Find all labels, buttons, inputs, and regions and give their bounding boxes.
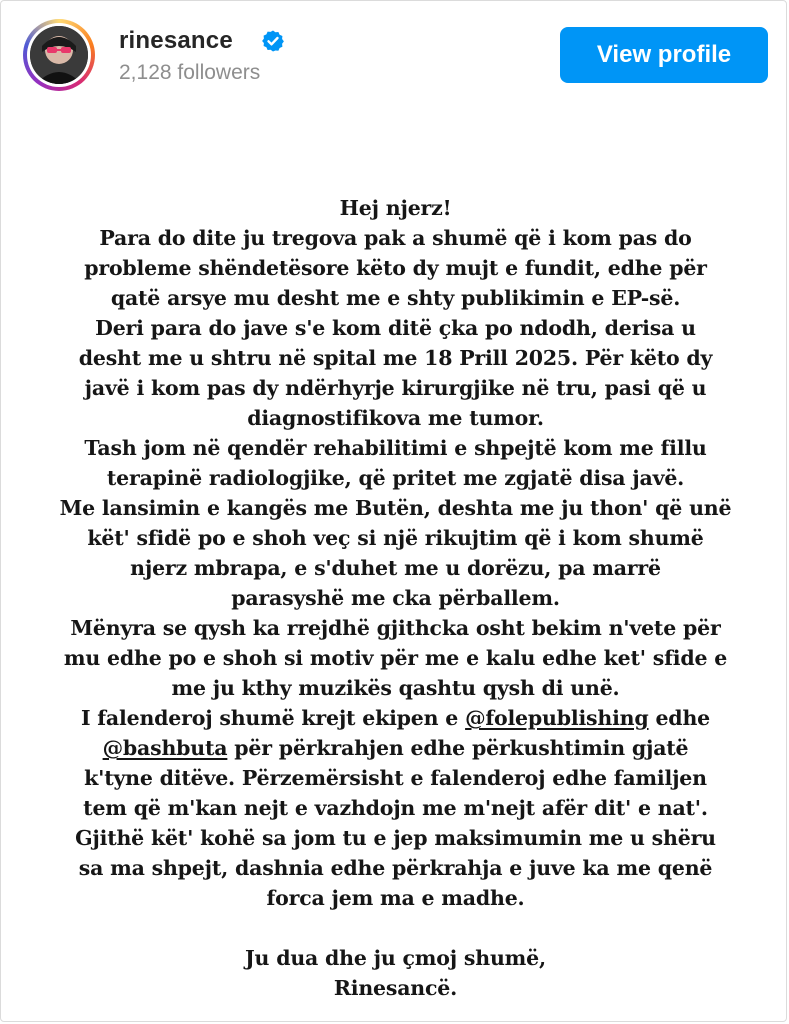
avatar-photo: [30, 26, 88, 84]
profile-header: [23, 19, 768, 91]
follower-count: 2,128 followers: [119, 61, 261, 84]
post-line: sa ma shpejt, dashnia edhe përkrahja e juve ka me qenë: [78, 856, 713, 880]
post-line: Tash jom në qendër rehabilitimi e shpejtë kom me fillu: [84, 436, 707, 460]
avatar-image-icon: [30, 26, 88, 84]
post-line: terapinë radiologjike, që pritet me zgjatë disa javë.: [106, 466, 685, 490]
post-line: forca jem ma e madhe.: [266, 886, 525, 910]
post-line: desht me u shtru në spital me 18 Prill 2025. Për këto dy: [78, 346, 713, 370]
post-line-mention: [1, 733, 789, 763]
mention-folepublishing[interactable]: @folepublishing: [465, 706, 649, 730]
post-line: parasyshë me cka përballem.: [231, 586, 560, 610]
post-line: tem që m'kan nejt e vazhdojn me m'nejt afër dit' e nat'.: [83, 796, 708, 820]
avatar[interactable]: [23, 19, 95, 91]
mention-suffix: edhe: [648, 706, 710, 730]
post-line: k'tyne ditëve. Përzemërsisht e falenderoj edhe familjen: [84, 766, 707, 790]
mention-bashbuta[interactable]: @bashbuta: [102, 736, 228, 760]
post-line-mention: [1, 703, 789, 733]
post-line: mu edhe po e shoh si motiv për me e kalu edhe ket' sfide e: [63, 646, 728, 670]
post-line: qatë arsye mu desht me e shty publikimin e EP-së.: [110, 286, 681, 310]
post-signature: Rinesancë.: [333, 976, 458, 1000]
view-profile-button[interactable]: View profile: [560, 27, 768, 83]
post-text: [1, 193, 789, 1003]
post-line: kët' sfidë po e shoh veç si një rikujtim që i kom shumë: [87, 526, 704, 550]
post-line: javë i kom pas dy ndërhyrje kirurgjike në tru, pasi që u: [84, 376, 707, 400]
post-line: Hej njerz!: [339, 196, 452, 220]
mention-prefix: I falenderoj shumë krejt ekipen e: [80, 706, 466, 730]
paragraph-gap: [1, 913, 789, 943]
profile-username[interactable]: rinesance: [119, 27, 233, 54]
mention-suffix: për përkrahjen edhe përkushtimin gjatë: [227, 736, 689, 760]
post-signoff: Ju dua dhe ju çmoj shumë,: [245, 946, 546, 970]
post-line: diagnostifikova me tumor.: [247, 406, 544, 430]
post-line: njerz mbrapa, e s'duhet me u dorëzu, pa marrë: [130, 556, 661, 580]
verified-badge-icon: [261, 29, 285, 53]
post-line: Mënyra se qysh ka rrejdhë gjithcka osht bekim n'vete për: [70, 616, 721, 640]
post-line: Gjithë kët' kohë sa jom tu e jep maksimumin me u shëru: [75, 826, 716, 850]
post-line: Para do dite ju tregova pak a shumë që i kom pas do: [99, 226, 692, 250]
post-line: Deri para do jave s'e kom ditë çka po ndodh, derisa u: [95, 316, 696, 340]
post-line: Me lansimin e kangës me Butën, deshta me ju thon' që unë: [59, 496, 732, 520]
post-line: probleme shëndetësore këto dy mujt e fundit, edhe për: [84, 256, 707, 280]
post-line: me ju kthy muzikës qashtu qysh di unë.: [171, 676, 620, 700]
avatar-border: [27, 23, 91, 87]
